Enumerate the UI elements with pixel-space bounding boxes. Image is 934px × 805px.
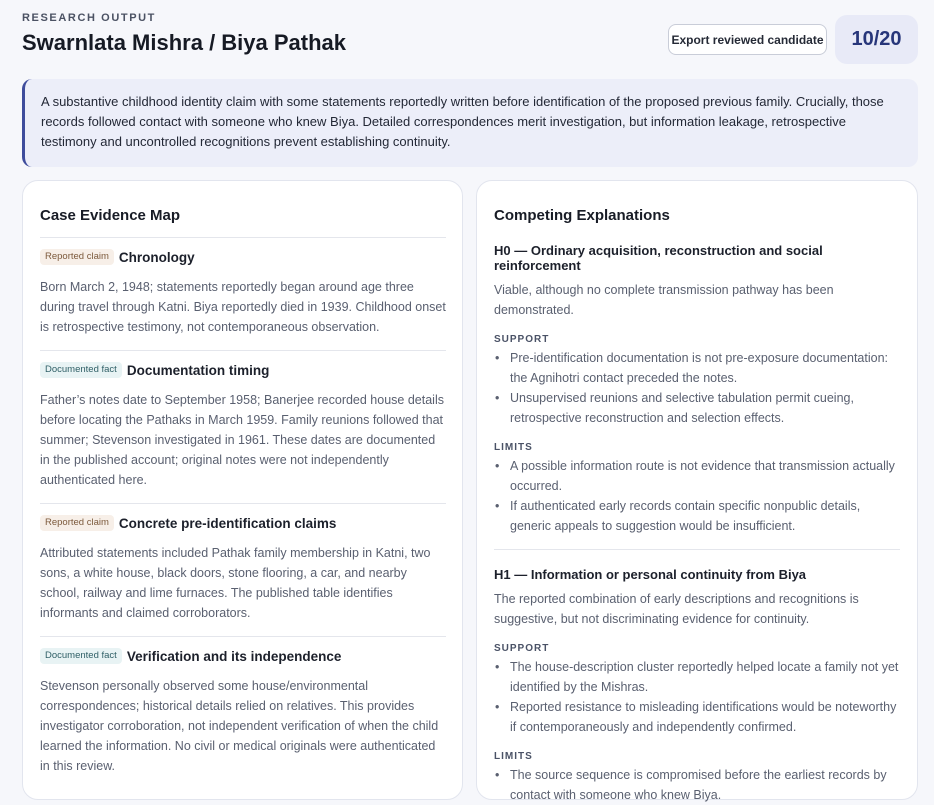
hypothesis-h0 — [494, 243, 900, 536]
export-button[interactable]: Export reviewed candidate — [668, 24, 827, 55]
page-title: Swarnlata Mishra / Biya Pathak — [22, 30, 347, 55]
summary-text: A substantive childhood identity claim with some statements reportedly written before identification of the proposed previous family. Crucially, those records followed contact with someone who knew Biya. Detailed correspondences merit investigation, but information leakage, retrospective testimony and uncontrolled recognitions prevent establishing continuity. — [41, 94, 884, 149]
support-list — [494, 348, 900, 428]
support-item: • Pre-identification documentation is not pre-exposure documentation: the Agnihotri contact preceded the notes. — [494, 348, 900, 388]
limits-list — [494, 456, 900, 536]
evidence-title: Documentation timing — [126, 362, 270, 378]
limits-label: LIMITS — [494, 751, 533, 762]
eyebrow-label: RESEARCH OUTPUT — [22, 12, 157, 24]
support-label: SUPPORT — [494, 334, 550, 345]
hypothesis-description: The reported combination of early descriptions and recognitions is suggestive, but not discriminating evidence for continuity. — [494, 592, 859, 626]
limits-list — [494, 765, 900, 805]
limits-label: LIMITS — [494, 442, 533, 453]
explanations-panel — [476, 180, 918, 800]
evidence-item — [40, 237, 446, 350]
evidence-item — [40, 636, 446, 789]
hypothesis-list — [494, 243, 900, 805]
evidence-title: Concrete pre-identification claims — [118, 515, 337, 531]
evidence-item — [40, 503, 446, 636]
evidence-badge: Documented fact — [40, 362, 122, 378]
evidence-text: Born March 2, 1948; statements reportedly began around age three during travel through Katni. Biya reportedly died in 1939. Childhood onset is retrospective testimony, not contemporaneous observation. — [40, 280, 446, 334]
limits-item: • A possible information route is not evidence that transmission actually occurred. — [494, 456, 900, 496]
evidence-title: Verification and its independence — [126, 648, 342, 664]
evidence-panel — [22, 180, 463, 800]
evidence-text: Father’s notes date to September 1958; Banerjee recorded house details before locating the Pathaks in March 1959. Family reunions followed that summer; Stevenson investigated in 1961. These dates are documented in the published account; original notes were not independently authenticated here. — [40, 393, 444, 487]
support-item: • Unsupervised reunions and selective tabulation permit cueing, retrospective reconstruction and selection effects. — [494, 388, 900, 428]
evidence-badge: Reported claim — [40, 515, 114, 531]
support-label: SUPPORT — [494, 643, 550, 654]
evidence-item — [40, 350, 446, 503]
hypothesis-title: H0 — Ordinary acquisition, reconstruction and social reinforcement — [494, 243, 823, 273]
support-item: • The house-description cluster reportedly helped locate a family not yet identified by the Mishras. — [494, 657, 900, 697]
explanations-panel-title: Competing Explanations — [494, 207, 670, 224]
evidence-badge: Documented fact — [40, 648, 122, 664]
summary-callout — [22, 79, 918, 167]
evidence-text: Stevenson personally observed some house/environmental correspondences; historical details relied on relatives. This provides investigator corroboration, not independent verification of when the child learned the information. No civil or medical originals were authenticated in this review. — [40, 679, 439, 773]
support-item: • Reported resistance to misleading identifications would be noteworthy if contemporaneously and independently confirmed. — [494, 697, 900, 737]
hypothesis-title: H1 — Information or personal continuity from Biya — [494, 567, 807, 582]
support-list — [494, 657, 900, 737]
evidence-text: Attributed statements included Pathak family membership in Katni, two sons, a white house, black doors, stone flooring, a car, and nearby school, railway and lime furnaces. The published table identifies informants and claimed corroborators. — [40, 546, 431, 620]
hypothesis-description: Viable, although no complete transmission pathway has been demonstrated. — [494, 283, 834, 317]
evidence-list — [40, 237, 446, 789]
limits-item: • If authenticated early records contain specific nonpublic details, generic appeals to suggestion would be insufficient. — [494, 496, 900, 536]
score-badge: 10/20 — [835, 15, 918, 64]
evidence-title: Chronology — [118, 249, 195, 265]
evidence-panel-title: Case Evidence Map — [40, 207, 181, 224]
evidence-badge: Reported claim — [40, 249, 114, 265]
page-header — [22, 12, 918, 68]
hypothesis-h1 — [494, 549, 900, 805]
limits-item: • The source sequence is compromised before the earliest records by contact with someone who knew Biya. — [494, 765, 900, 805]
